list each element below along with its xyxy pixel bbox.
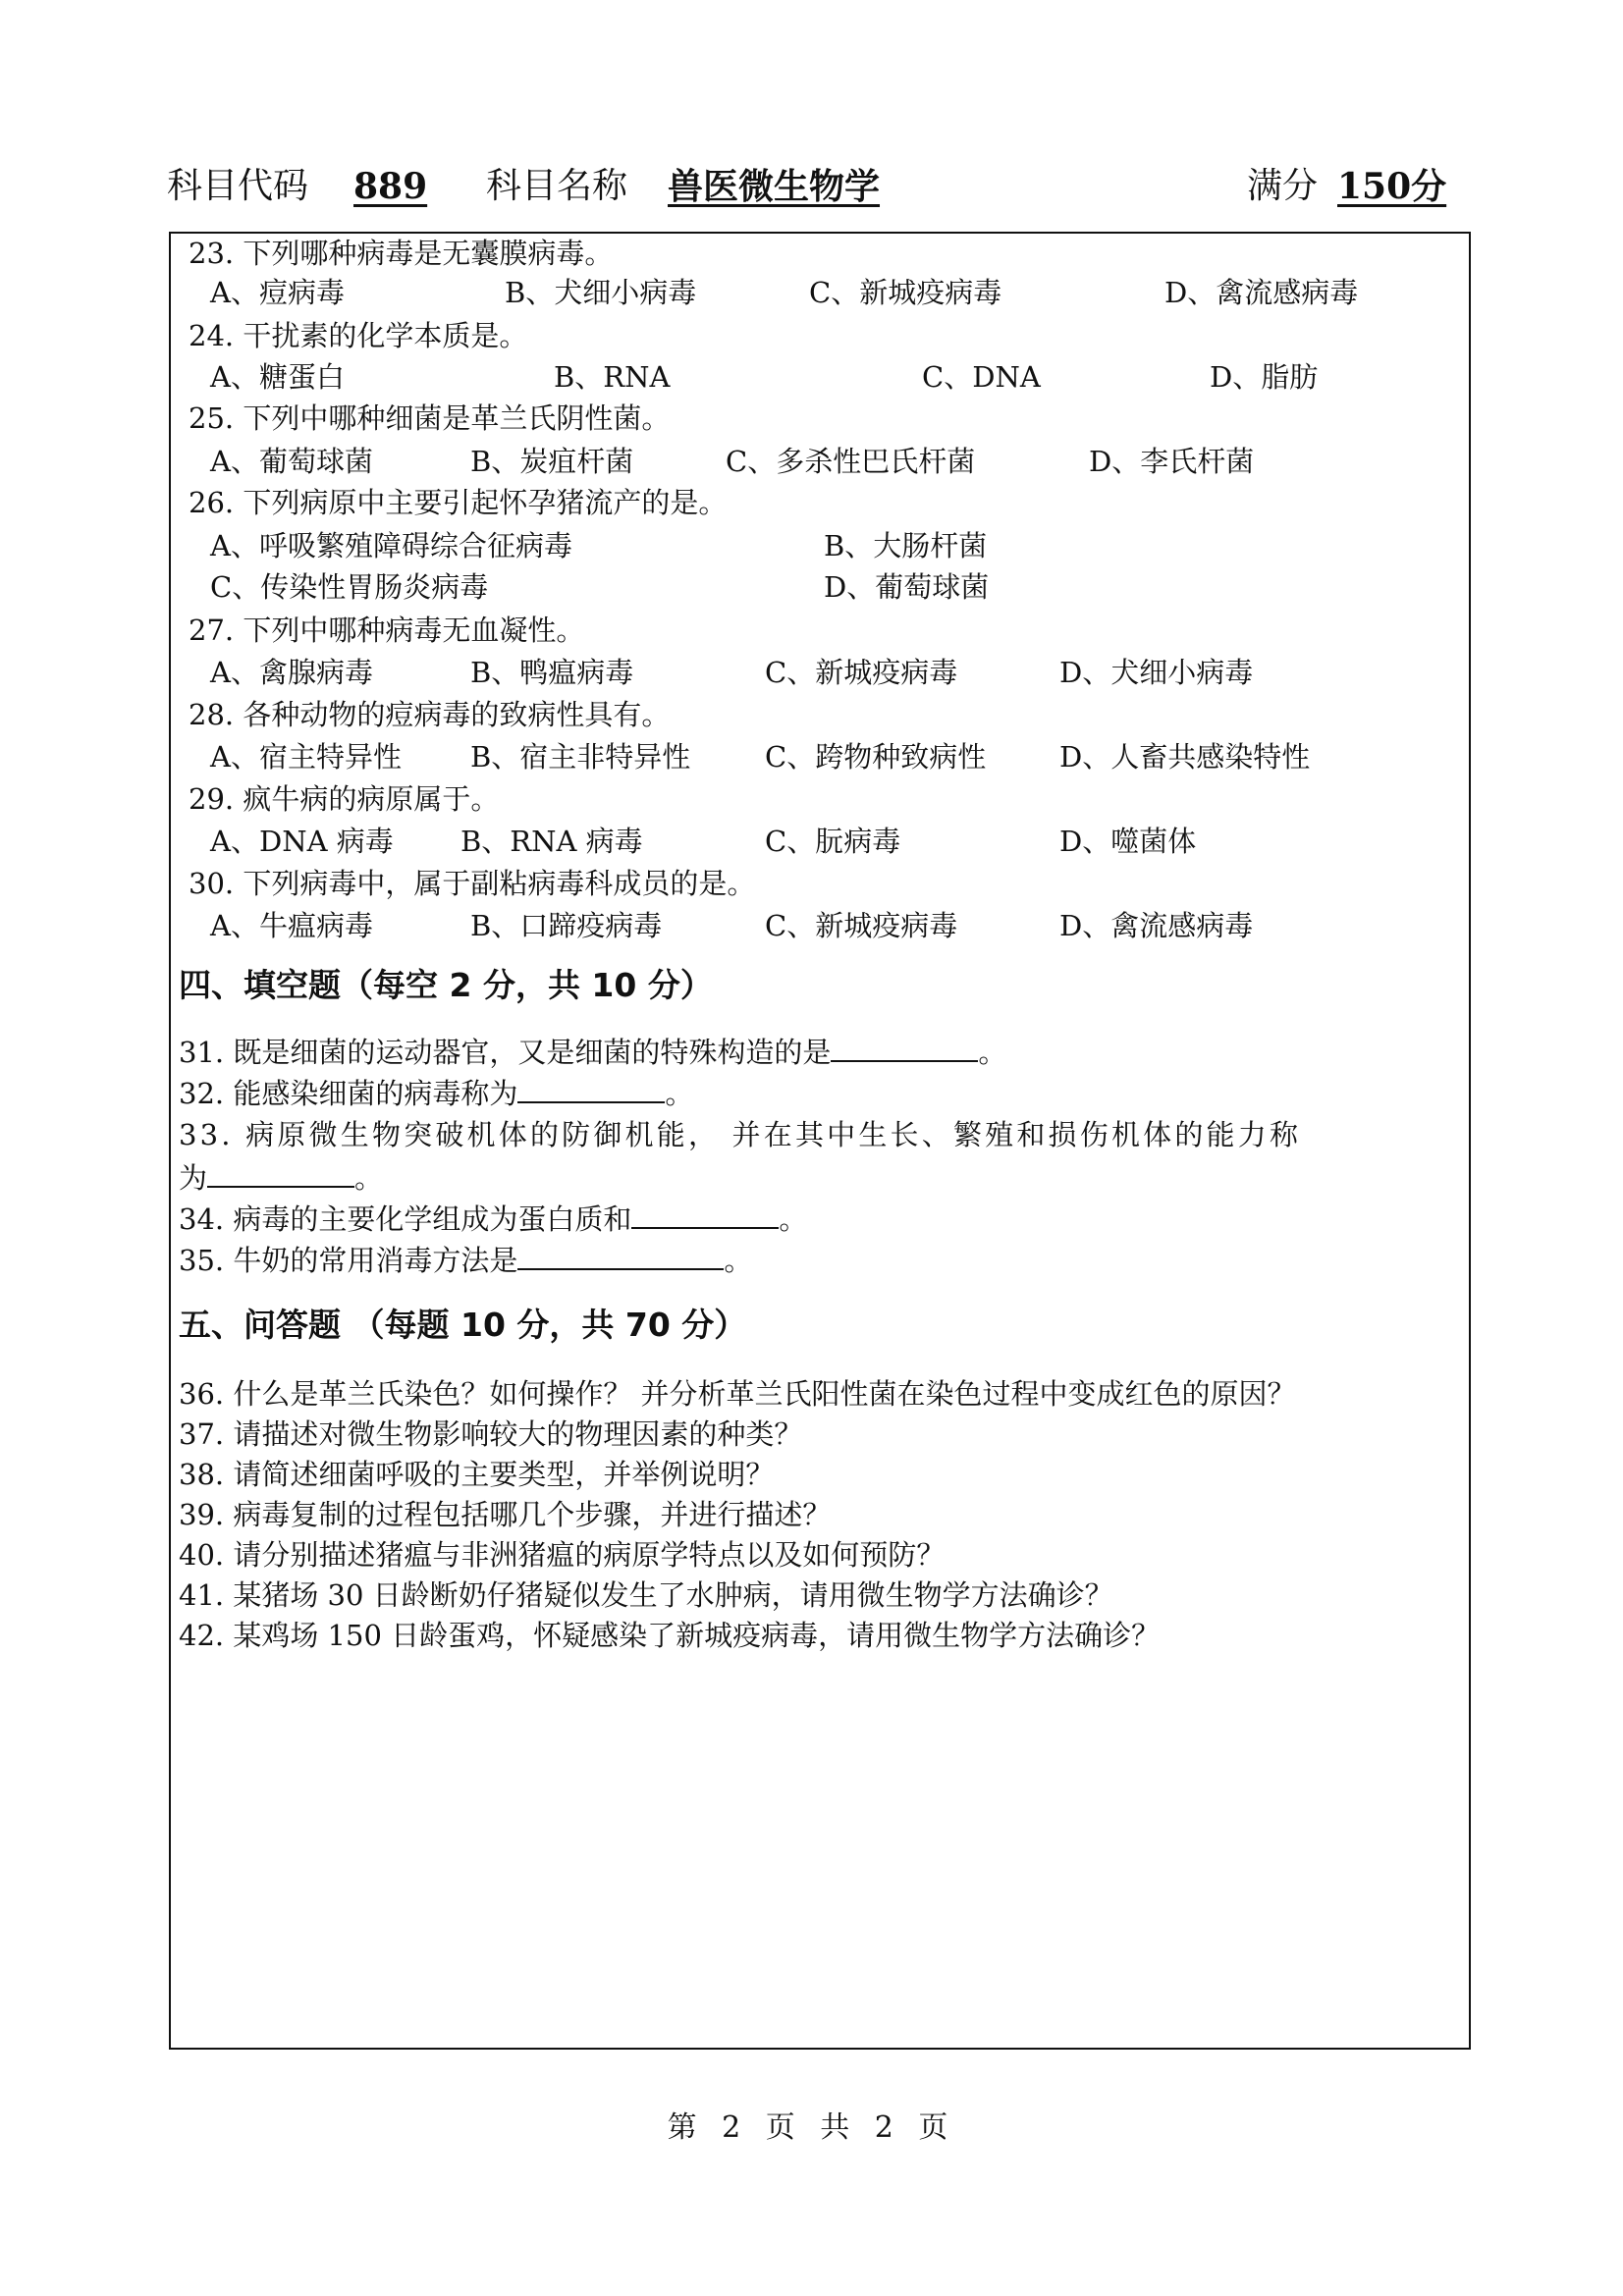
answer-blank[interactable]: [831, 1037, 978, 1062]
option-30-a: A、牛瘟病毒: [210, 909, 373, 942]
fill-blank-35-text: 35. 牛奶的常用消毒方法是: [179, 1244, 518, 1277]
option-24-c: C、DNA: [922, 360, 1041, 394]
option-27-b: B、鸭瘟病毒: [470, 656, 634, 689]
option-23-c: C、新城疫病毒: [809, 276, 1002, 309]
option-28-d: D、人畜共感染特性: [1059, 740, 1311, 774]
question-27: 27. 下列中哪种病毒无血凝性。: [189, 614, 585, 647]
subject-code-label: 科目代码: [167, 166, 309, 206]
subject-code: 889: [353, 166, 428, 207]
answer-blank[interactable]: [517, 1078, 665, 1103]
answer-blank[interactable]: [517, 1245, 724, 1270]
option-25-d: D、李氏杆菌: [1089, 445, 1255, 478]
essay-question-37: 37. 请描述对微生物影响较大的物理因素的种类？: [179, 1417, 803, 1451]
fill-blank-33-cont: [179, 1158, 383, 1198]
full-score: 150分: [1337, 166, 1447, 207]
period: 。: [724, 1244, 753, 1277]
option-23-b: B、犬细小病毒: [505, 276, 697, 309]
option-30-b: B、口蹄疫病毒: [470, 909, 663, 942]
question-28: 28. 各种动物的痘病毒的致病性具有。: [189, 698, 671, 731]
essay-question-42: 42. 某鸡场 150 日龄蛋鸡，怀疑感染了新城疫病毒，请用微生物学方法确诊？: [179, 1619, 1161, 1652]
essay-question-36: 36. 什么是革兰氏染色？如何操作？ 并分析革兰氏阳性菌在染色过程中变成红色的原因？: [179, 1377, 1296, 1411]
option-27-d: D、犬细小病毒: [1059, 656, 1254, 689]
option-26-c: C、传染性胃肠炎病毒: [210, 570, 489, 604]
option-29-a: A、DNA 病毒: [210, 825, 394, 858]
fill-blank-33: [179, 1115, 1301, 1154]
fill-blank-33-text: 33. 病原微生物突破机体的防御机能， 并在其中生长、繁殖和损伤机体的能力称: [179, 1118, 1302, 1151]
option-28-a: A、宿主特异性: [210, 740, 402, 774]
fill-blank-32: [179, 1074, 693, 1113]
option-23-d: D、禽流感病毒: [1164, 276, 1359, 309]
exam-header: [167, 157, 1473, 216]
option-25-b: B、炭疽杆菌: [470, 445, 634, 478]
answer-blank[interactable]: [631, 1203, 779, 1229]
fill-blank-31-text: 31. 既是细菌的运动器官，又是细菌的特殊构造的是: [179, 1036, 832, 1069]
period: 。: [665, 1077, 694, 1110]
option-24-d: D、脂肪: [1210, 360, 1319, 394]
answer-blank[interactable]: [207, 1162, 354, 1188]
option-29-d: D、噬菌体: [1059, 825, 1197, 858]
fill-blank-34: [179, 1200, 807, 1239]
fill-blank-33-cont-text: 为: [179, 1161, 208, 1195]
question-30: 30. 下列病毒中，属于副粘病毒科成员的是。: [189, 867, 756, 900]
question-24: 24. 干扰素的化学本质是。: [189, 319, 528, 352]
option-27-c: C、新城疫病毒: [765, 656, 958, 689]
period: 。: [354, 1161, 384, 1195]
fill-blank-31: [179, 1033, 1006, 1072]
period: 。: [978, 1036, 1007, 1069]
option-25-c: C、多杀性巴氏杆菌: [726, 445, 976, 478]
option-27-a: A、禽腺病毒: [210, 656, 373, 689]
section-5-title: 五、问答题 （每题 10 分，共 70 分）: [179, 1306, 747, 1344]
question-25: 25. 下列中哪种细菌是革兰氏阴性菌。: [189, 401, 671, 435]
essay-question-41: 41. 某猪场 30 日龄断奶仔猪疑似发生了水肿病，请用微生物学方法确诊？: [179, 1578, 1113, 1612]
option-25-a: A、葡萄球菌: [210, 445, 373, 478]
full-score-label: 满分: [1247, 166, 1319, 206]
option-30-d: D、禽流感病毒: [1059, 909, 1254, 942]
option-24-b: B、RNA: [554, 360, 671, 394]
subject-name: 兽医微生物学: [668, 166, 881, 207]
option-26-a: A、呼吸繁殖障碍综合征病毒: [210, 529, 572, 562]
question-29: 29. 疯牛病的病原属于。: [189, 782, 500, 816]
essay-question-40: 40. 请分别描述猪瘟与非洲猪瘟的病原学特点以及如何预防？: [179, 1538, 946, 1572]
option-28-b: B、宿主非特异性: [470, 740, 691, 774]
question-23: 23. 下列哪种病毒是无囊膜病毒。: [189, 237, 614, 270]
option-30-c: C、新城疫病毒: [765, 909, 958, 942]
essay-question-39: 39. 病毒复制的过程包括哪几个步骤，并进行描述？: [179, 1498, 832, 1531]
option-26-d: D、葡萄球菌: [824, 570, 990, 604]
period: 。: [779, 1202, 808, 1236]
essay-question-38: 38. 请简述细菌呼吸的主要类型，并举例说明？: [179, 1458, 775, 1491]
option-26-b: B、大肠杆菌: [824, 529, 988, 562]
subject-name-label: 科目名称: [486, 166, 628, 206]
section-4-title: 四、填空题（每空 2 分，共 10 分）: [179, 966, 713, 1004]
option-29-c: C、朊病毒: [765, 825, 901, 858]
question-box: [169, 232, 1471, 2050]
fill-blank-34-text: 34. 病毒的主要化学组成为蛋白质和: [179, 1202, 632, 1236]
option-24-a: A、糖蛋白: [210, 360, 345, 394]
option-28-c: C、跨物种致病性: [765, 740, 987, 774]
page-number: 第 2 页 共 2 页: [667, 2110, 956, 2145]
fill-blank-35: [179, 1241, 752, 1280]
option-29-b: B、RNA 病毒: [460, 825, 643, 858]
question-26: 26. 下列病原中主要引起怀孕猪流产的是。: [189, 486, 728, 519]
option-23-a: A、痘病毒: [210, 276, 345, 309]
fill-blank-32-text: 32. 能感染细菌的病毒称为: [179, 1077, 518, 1110]
